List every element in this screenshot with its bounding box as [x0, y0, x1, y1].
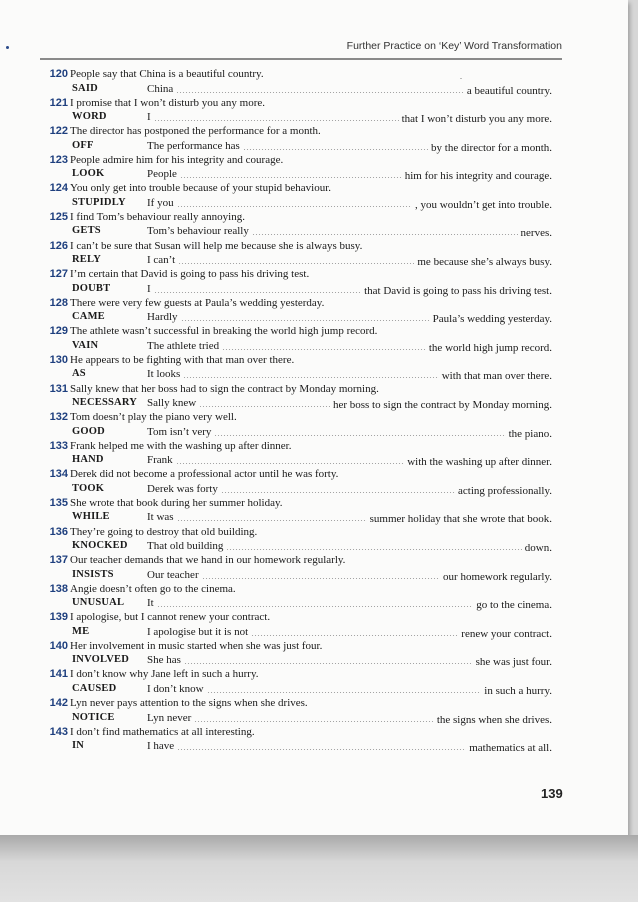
answer-end: she was just four.: [475, 656, 552, 669]
answer-line: [72, 167, 552, 181]
exercise-prompt: [40, 240, 362, 253]
key-word: RELY: [72, 254, 102, 266]
exercise-prompt: [40, 297, 324, 310]
answer-start: I: [147, 111, 151, 124]
exercise-sentence: You only get into trouble because of your stupid behaviour.: [70, 182, 332, 195]
key-word: INVOLVED: [72, 654, 130, 666]
exercise-item: [40, 726, 552, 755]
exercise-prompt: [40, 125, 321, 138]
answer-line: [72, 625, 552, 639]
answer-end: a beautiful country.: [466, 84, 552, 97]
answer-end: our homework regularly.: [443, 570, 552, 583]
binder-hole-mark: [6, 46, 9, 49]
answer-blank[interactable]: [202, 578, 440, 579]
key-word: GETS: [72, 225, 101, 237]
exercise-number: 143: [49, 725, 68, 738]
answer-start: I have: [147, 740, 175, 753]
answer-start: She has: [147, 654, 181, 667]
exercise-prompt: [40, 554, 345, 567]
answer-line: [72, 739, 552, 753]
exercise-number: 120: [49, 68, 68, 80]
exercise-prompt: [40, 726, 255, 739]
exercise-sentence: People say that China is a beautiful country.: [70, 68, 264, 80]
answer-end: me because she’s always busy.: [417, 256, 552, 269]
exercise-prompt: [40, 182, 331, 195]
exercise-number: 140: [49, 639, 68, 652]
page-number: 139: [541, 786, 563, 801]
exercise-item: [40, 583, 552, 612]
exercise-prompt: [40, 325, 377, 338]
exercise-number: 130: [49, 353, 68, 366]
answer-blank[interactable]: [157, 606, 474, 607]
answer-end: her boss to sign the contract by Monday morning.: [332, 399, 552, 412]
exercise-sentence: Angie doesn’t often go to the cinema.: [70, 582, 236, 595]
answer-line: [72, 539, 552, 553]
answer-line: [72, 425, 552, 439]
stray-mark: .: [460, 72, 462, 81]
answer-end: Paula’s wedding yesterday.: [432, 313, 552, 326]
answer-end: him for his integrity and courage.: [404, 170, 552, 183]
answer-end: acting professionally.: [458, 484, 552, 497]
exercise-number: 123: [49, 153, 68, 166]
exercise-prompt: [40, 697, 308, 710]
answer-blank[interactable]: [176, 92, 464, 93]
exercise-sentence: I can’t be sure that Susan will help me because she is always busy.: [70, 239, 363, 252]
exercise-item: [40, 526, 552, 555]
answer-line: [72, 82, 552, 96]
answer-blank[interactable]: [252, 234, 518, 235]
exercise-prompt: [40, 640, 322, 653]
answer-line: [72, 310, 552, 324]
exercise-number: 127: [49, 268, 68, 281]
exercise-number: 133: [49, 439, 68, 452]
exercise-number: 125: [49, 210, 68, 223]
answer-start: Our teacher: [147, 568, 199, 581]
answer-start: If you: [147, 196, 174, 209]
exercise-number: 122: [49, 125, 68, 138]
answer-end: down.: [524, 542, 552, 554]
answer-end: mathematics at all.: [469, 742, 552, 755]
answer-blank[interactable]: [177, 520, 367, 521]
key-word: CAUSED: [72, 682, 117, 694]
answer-start: That old building: [147, 540, 224, 552]
exercise-prompt: [40, 68, 264, 81]
answer-line: [72, 139, 552, 153]
exercise-sentence: Derek did not become a professional actor until he was forty.: [70, 468, 339, 481]
exercise-item: [40, 125, 552, 154]
exercise-prompt: [40, 668, 259, 681]
answer-blank[interactable]: [180, 177, 402, 178]
answer-start: I: [147, 282, 151, 295]
key-word: ME: [72, 625, 90, 637]
answer-end: that I won’t disturb you any more.: [401, 113, 552, 126]
answer-start: People: [147, 168, 177, 181]
answer-start: I apologise but it is not: [147, 625, 249, 638]
exercise-item: [40, 383, 552, 412]
key-word: KNOCKED: [72, 540, 128, 551]
answer-start: Sally knew: [147, 397, 197, 410]
exercise-number: 124: [49, 182, 68, 195]
answer-start: Tom isn’t very: [147, 425, 212, 438]
answer-blank[interactable]: [243, 149, 428, 150]
answer-line: [72, 653, 552, 667]
exercise-prompt: [40, 526, 257, 539]
exercise-sentence: The director has postponed the performance for a month.: [70, 125, 321, 138]
exercise-item: [40, 325, 552, 354]
answer-start: It: [147, 597, 154, 610]
key-word: OFF: [72, 139, 94, 151]
key-word: INSISTS: [72, 568, 114, 580]
answer-start: I don’t know: [147, 682, 204, 695]
key-word: AS: [72, 368, 86, 380]
key-word: UNUSUAL: [72, 597, 125, 609]
answer-start: The athlete tried: [147, 339, 220, 352]
answer-end: with that man over there.: [441, 370, 552, 383]
exercise-item: [40, 468, 552, 497]
exercise-item: [40, 182, 552, 211]
exercise-item: [40, 554, 552, 583]
exercise-sentence: She wrote that book during her summer holiday.: [70, 496, 283, 509]
exercise-sentence: I promise that I won’t disturb you any more.: [70, 96, 266, 109]
key-word: DOUBT: [72, 282, 111, 294]
answer-blank[interactable]: [176, 463, 405, 464]
answer-line: [72, 568, 552, 582]
answer-line: [72, 596, 552, 610]
exercise-sentence: They’re going to destroy that old building.: [70, 525, 258, 538]
answer-line: [72, 367, 552, 381]
answer-blank[interactable]: [184, 663, 473, 664]
answer-blank[interactable]: [154, 120, 399, 121]
key-word: GOOD: [72, 425, 105, 437]
exercise-number: 142: [49, 697, 68, 710]
exercise-item: [40, 640, 552, 669]
exercise-sentence: I apologise, but I cannot renew your contract.: [70, 611, 271, 624]
answer-blank[interactable]: [194, 721, 434, 722]
exercise-number: 141: [49, 668, 68, 681]
answer-start: It was: [147, 511, 174, 524]
scanner-background: [0, 835, 638, 902]
answer-start: The performance has: [147, 139, 240, 152]
answer-line: [72, 453, 552, 467]
exercise-number: 135: [49, 496, 68, 509]
answer-line: [72, 510, 552, 524]
exercise-sentence: Her involvement in music started when she was just four.: [70, 639, 323, 652]
answer-blank[interactable]: [226, 549, 521, 550]
exercise-item: [40, 240, 552, 269]
answer-line: [72, 282, 552, 296]
answer-start: Lyn never: [147, 711, 192, 724]
exercise-item: [40, 297, 552, 326]
exercise-item: [40, 354, 552, 383]
exercise-prompt: [40, 97, 265, 110]
answer-blank[interactable]: [222, 349, 426, 350]
exercise-sentence: Our teacher demands that we hand in our homework regularly.: [70, 554, 346, 567]
answer-end: in such a hurry.: [484, 684, 552, 697]
exercise-sentence: I find Tom’s behaviour really annoying.: [70, 210, 245, 223]
exercise-sentence: People admire him for his integrity and courage.: [70, 153, 284, 166]
answer-blank[interactable]: [251, 635, 458, 636]
answer-line: [72, 253, 552, 267]
answer-end: by the director for a month.: [431, 141, 552, 154]
answer-start: China: [147, 82, 174, 95]
answer-end: nerves.: [520, 227, 552, 240]
exercise-item: [40, 611, 552, 640]
answer-blank[interactable]: [154, 292, 361, 293]
exercise-item: [40, 497, 552, 526]
exercise-prompt: [40, 268, 309, 281]
answer-start: It looks: [147, 368, 181, 381]
key-word: TOOK: [72, 482, 105, 494]
exercise-number: 139: [49, 611, 68, 624]
answer-end: that David is going to pass his driving test.: [364, 284, 552, 297]
exercise-item: [40, 411, 552, 440]
exercise-prompt: [40, 583, 236, 596]
answer-end: , you wouldn’t get into trouble.: [415, 198, 552, 211]
answer-line: [72, 482, 552, 496]
answer-end: the world high jump record.: [428, 341, 552, 354]
key-word: IN: [72, 740, 85, 752]
answer-start: Tom’s behaviour really: [147, 225, 249, 238]
exercise-prompt: [40, 211, 245, 224]
exercise-number: 134: [49, 468, 68, 481]
answer-end: go to the cinema.: [476, 599, 552, 612]
exercise-number: 136: [49, 525, 68, 538]
exercise-sentence: The athlete wasn’t successful in breaking the world high jump record.: [70, 325, 378, 338]
answer-line: [72, 682, 552, 696]
exercise-number: 129: [49, 325, 68, 338]
key-word: HAND: [72, 454, 104, 466]
answer-blank[interactable]: [177, 749, 466, 750]
answer-blank[interactable]: [177, 206, 412, 207]
answer-line: [72, 339, 552, 353]
key-word: CAME: [72, 311, 105, 323]
exercise-sentence: Sally knew that her boss had to sign the contract by Monday morning.: [70, 382, 379, 395]
exercise-item: [40, 440, 552, 469]
answer-line: [72, 396, 552, 410]
exercise-item: [40, 211, 552, 240]
exercise-number: 137: [49, 554, 68, 567]
answer-line: [72, 196, 552, 210]
exercise-sentence: I don’t find mathematics at all interesting.: [70, 725, 255, 738]
running-header: Further Practice on ‘Key’ Word Transformation: [40, 40, 562, 60]
exercise-number: 131: [49, 382, 68, 395]
answer-blank[interactable]: [221, 492, 455, 493]
answer-blank[interactable]: [183, 377, 438, 378]
answer-line: [72, 711, 552, 725]
exercise-list: [40, 68, 552, 754]
exercise-number: 126: [49, 239, 68, 252]
answer-end: the signs when she drives.: [436, 713, 552, 726]
answer-blank[interactable]: [178, 263, 414, 264]
exercise-item: [40, 154, 552, 183]
exercise-sentence: I don’t know why Jane left in such a hurry.: [70, 668, 259, 681]
answer-line: [72, 110, 552, 124]
exercise-prompt: [40, 154, 283, 167]
exercise-number: 138: [49, 582, 68, 595]
answer-line: [72, 224, 552, 238]
exercise-prompt: [40, 411, 237, 424]
exercise-sentence: I’m certain that David is going to pass his driving test.: [70, 268, 310, 281]
key-word: LOOK: [72, 168, 105, 180]
exercise-sentence: Tom doesn’t play the piano very well.: [70, 411, 237, 424]
exercise-sentence: Frank helped me with the washing up after dinner.: [70, 439, 292, 452]
key-word: WHILE: [72, 511, 110, 523]
key-word: STUPIDLY: [72, 196, 126, 208]
answer-start: I can’t: [147, 254, 176, 267]
answer-end: summer holiday that she wrote that book.: [369, 513, 552, 526]
answer-start: Hardly: [147, 311, 178, 324]
exercise-number: 121: [49, 96, 68, 109]
answer-start: Derek was forty: [147, 482, 218, 495]
answer-blank[interactable]: [199, 406, 330, 407]
key-word: SAID: [72, 82, 98, 94]
exercise-item: [40, 697, 552, 726]
answer-end: with the washing up after dinner.: [407, 456, 552, 469]
exercise-item: [40, 97, 552, 126]
exercise-prompt: [40, 383, 379, 396]
exercise-sentence: He appears to be fighting with that man over there.: [70, 353, 295, 366]
key-word: WORD: [72, 111, 107, 123]
answer-blank[interactable]: [214, 435, 505, 436]
key-word: VAIN: [72, 339, 99, 351]
exercise-prompt: [40, 611, 270, 624]
exercise-prompt: [40, 468, 338, 481]
key-word: NECESSARY: [72, 397, 138, 409]
answer-blank[interactable]: [207, 692, 482, 693]
exercise-prompt: [40, 354, 294, 367]
key-word: NOTICE: [72, 711, 115, 723]
exercise-prompt: [40, 497, 283, 510]
exercise-sentence: Lyn never pays attention to the signs when she drives.: [70, 697, 308, 710]
exercise-sentence: There were very few guests at Paula’s wedding yesterday.: [70, 296, 325, 309]
answer-blank[interactable]: [181, 320, 430, 321]
exercise-prompt: [40, 440, 291, 453]
exercise-item: [40, 268, 552, 297]
exercise-number: 128: [49, 296, 68, 309]
exercise-item: [40, 668, 552, 697]
exercise-number: 132: [49, 411, 68, 424]
exercise-item: [40, 68, 552, 97]
answer-end: renew your contract.: [461, 627, 552, 640]
answer-end: the piano.: [508, 427, 552, 440]
answer-start: Frank: [147, 454, 173, 467]
